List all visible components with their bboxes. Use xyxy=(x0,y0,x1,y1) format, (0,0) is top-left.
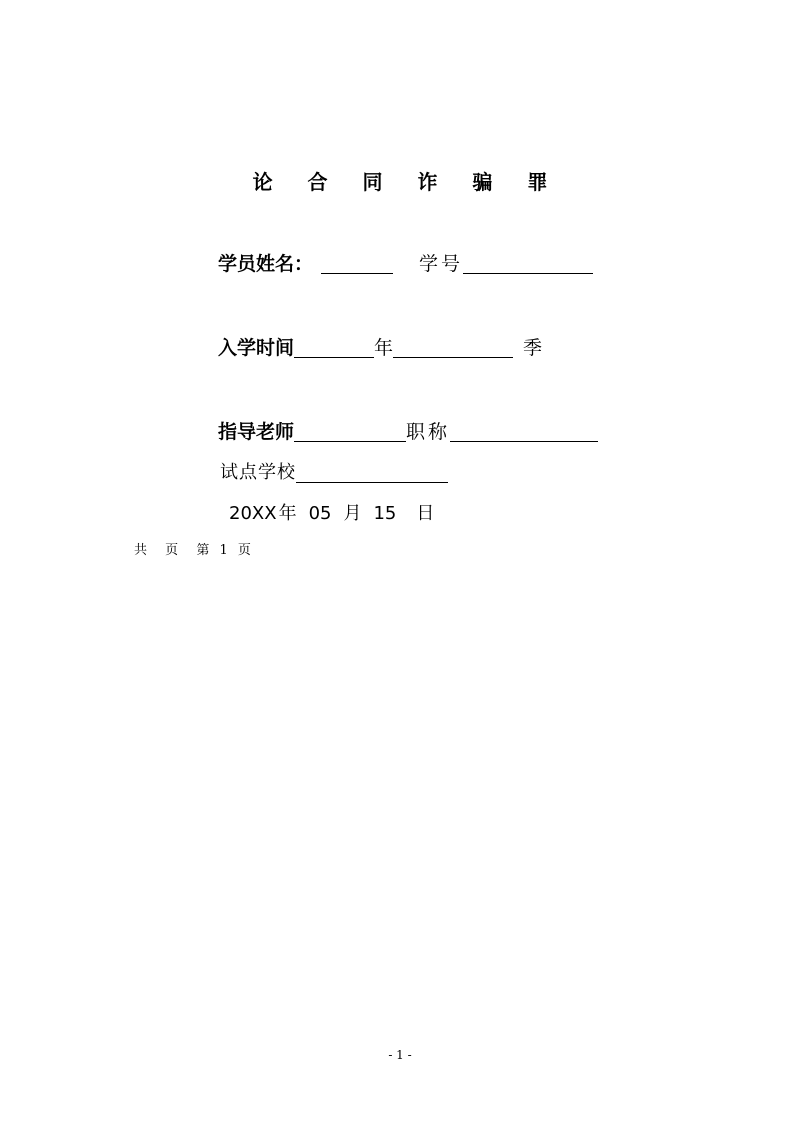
date-row xyxy=(229,501,446,527)
page-current-unit: 页 xyxy=(237,543,252,558)
student-name-blank xyxy=(321,253,393,274)
date-month-unit: 月 xyxy=(343,503,362,524)
document-title: 论 合 同 诈 骗 罪 xyxy=(252,170,562,194)
school-label: 试点学校 xyxy=(220,462,296,483)
enroll-season-blank xyxy=(393,337,513,358)
date-year-unit: 年 xyxy=(278,503,297,524)
advisor-label: 指导老师 xyxy=(218,421,295,443)
student-name-label: 学员姓名： xyxy=(218,253,314,275)
page-total-unit: 页 xyxy=(165,543,180,558)
student-name-row xyxy=(218,251,593,277)
page-current-value: 1 xyxy=(219,543,229,558)
page-number: - 1 - xyxy=(388,1048,412,1062)
school-row xyxy=(220,460,448,486)
school-blank xyxy=(296,462,448,483)
student-id-label: 学号 xyxy=(419,253,464,275)
season-label: 季 xyxy=(523,337,543,359)
enrollment-row xyxy=(218,335,542,361)
year-label: 年 xyxy=(374,337,394,359)
enroll-label: 入学时间 xyxy=(218,337,295,359)
date-day: 15 xyxy=(373,503,397,524)
enroll-year-blank xyxy=(294,337,374,358)
title-rank-label: 职称 xyxy=(406,421,451,443)
advisor-row xyxy=(218,419,598,445)
page-info xyxy=(134,539,264,558)
student-id-blank xyxy=(463,253,593,274)
title-rank-blank xyxy=(450,421,598,442)
date-month: 05 xyxy=(308,503,332,524)
date-year: 20XX xyxy=(229,503,277,524)
date-day-unit: 日 xyxy=(416,503,435,524)
advisor-blank xyxy=(294,421,406,442)
page-total-label: 共 xyxy=(134,543,149,558)
page-current-label: 第 xyxy=(196,543,211,558)
